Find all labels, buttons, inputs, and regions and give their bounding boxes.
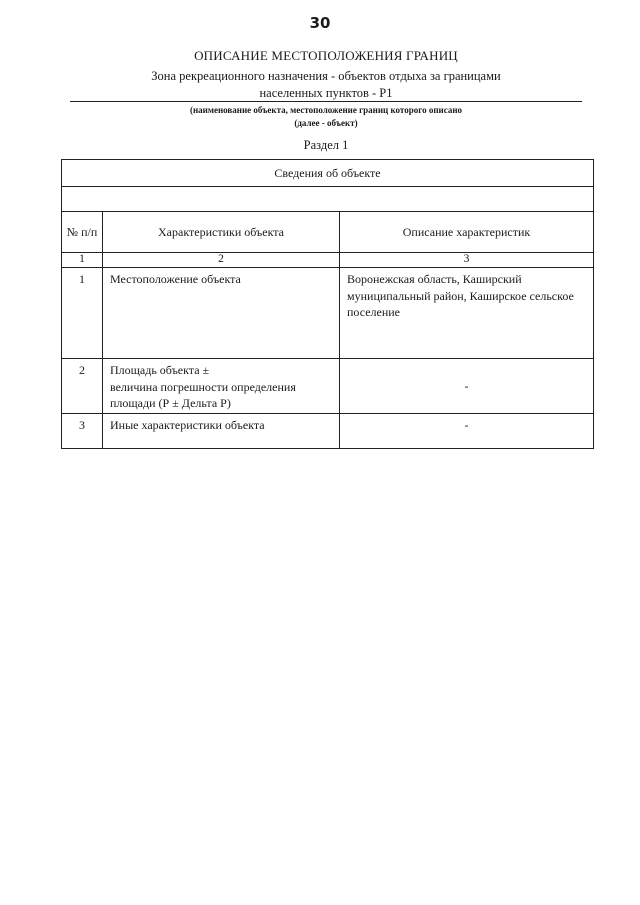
table-row: [62, 268, 594, 359]
header-characteristics: Характеристики объекта: [103, 212, 340, 253]
section-heading: Раздел 1: [303, 138, 349, 152]
table-empty-row: [62, 187, 594, 212]
column-number-3: 3: [340, 253, 594, 268]
header-num: № п/п: [62, 212, 103, 253]
note-line-2: (далее - объект): [294, 118, 358, 128]
column-number-row: [62, 253, 594, 268]
object-info-table: [61, 159, 594, 449]
row-characteristic: [103, 359, 340, 414]
characteristic-line-1: Площадь объекта ±: [110, 363, 210, 377]
note-line-1: (наименование объекта, местоположение границ которого описано: [189, 105, 463, 115]
title-underline: [70, 101, 582, 102]
subtitle-line-1: Зона рекреационного назначения - объектов отдыха за границами: [151, 69, 501, 83]
header-description: Описание характеристик: [340, 212, 594, 253]
row-characteristic: Иные характеристики объекта: [103, 414, 340, 449]
document-subtitle: [70, 68, 582, 102]
row-characteristic: Местоположение объекта: [103, 268, 340, 359]
row-number: 2: [62, 359, 103, 414]
row-description: -: [340, 414, 594, 449]
table-caption: Сведения об объекте: [62, 160, 594, 187]
table-header-row: [62, 212, 594, 253]
table-row: [62, 359, 594, 414]
row-number: 3: [62, 414, 103, 449]
table-row: [62, 414, 594, 449]
column-number-2: 2: [103, 253, 340, 268]
row-description: -: [340, 359, 594, 414]
object-name-note: [70, 104, 582, 130]
document-title: ОПИСАНИЕ МЕСТОПОЛОЖЕНИЯ ГРАНИЦ: [194, 48, 458, 63]
row-number: 1: [62, 268, 103, 359]
subtitle-line-2: населенных пунктов - Р1: [259, 86, 393, 100]
characteristic-line-2: величина погрешности определения: [110, 379, 296, 394]
row-description: Воронежская область, Каширский муниципальный район, Каширское сельское поселение: [340, 268, 594, 359]
characteristic-line-3: площади (Р ± Дельта Р): [110, 396, 231, 410]
column-number-1: 1: [62, 253, 103, 268]
page-number: 30: [309, 14, 331, 32]
